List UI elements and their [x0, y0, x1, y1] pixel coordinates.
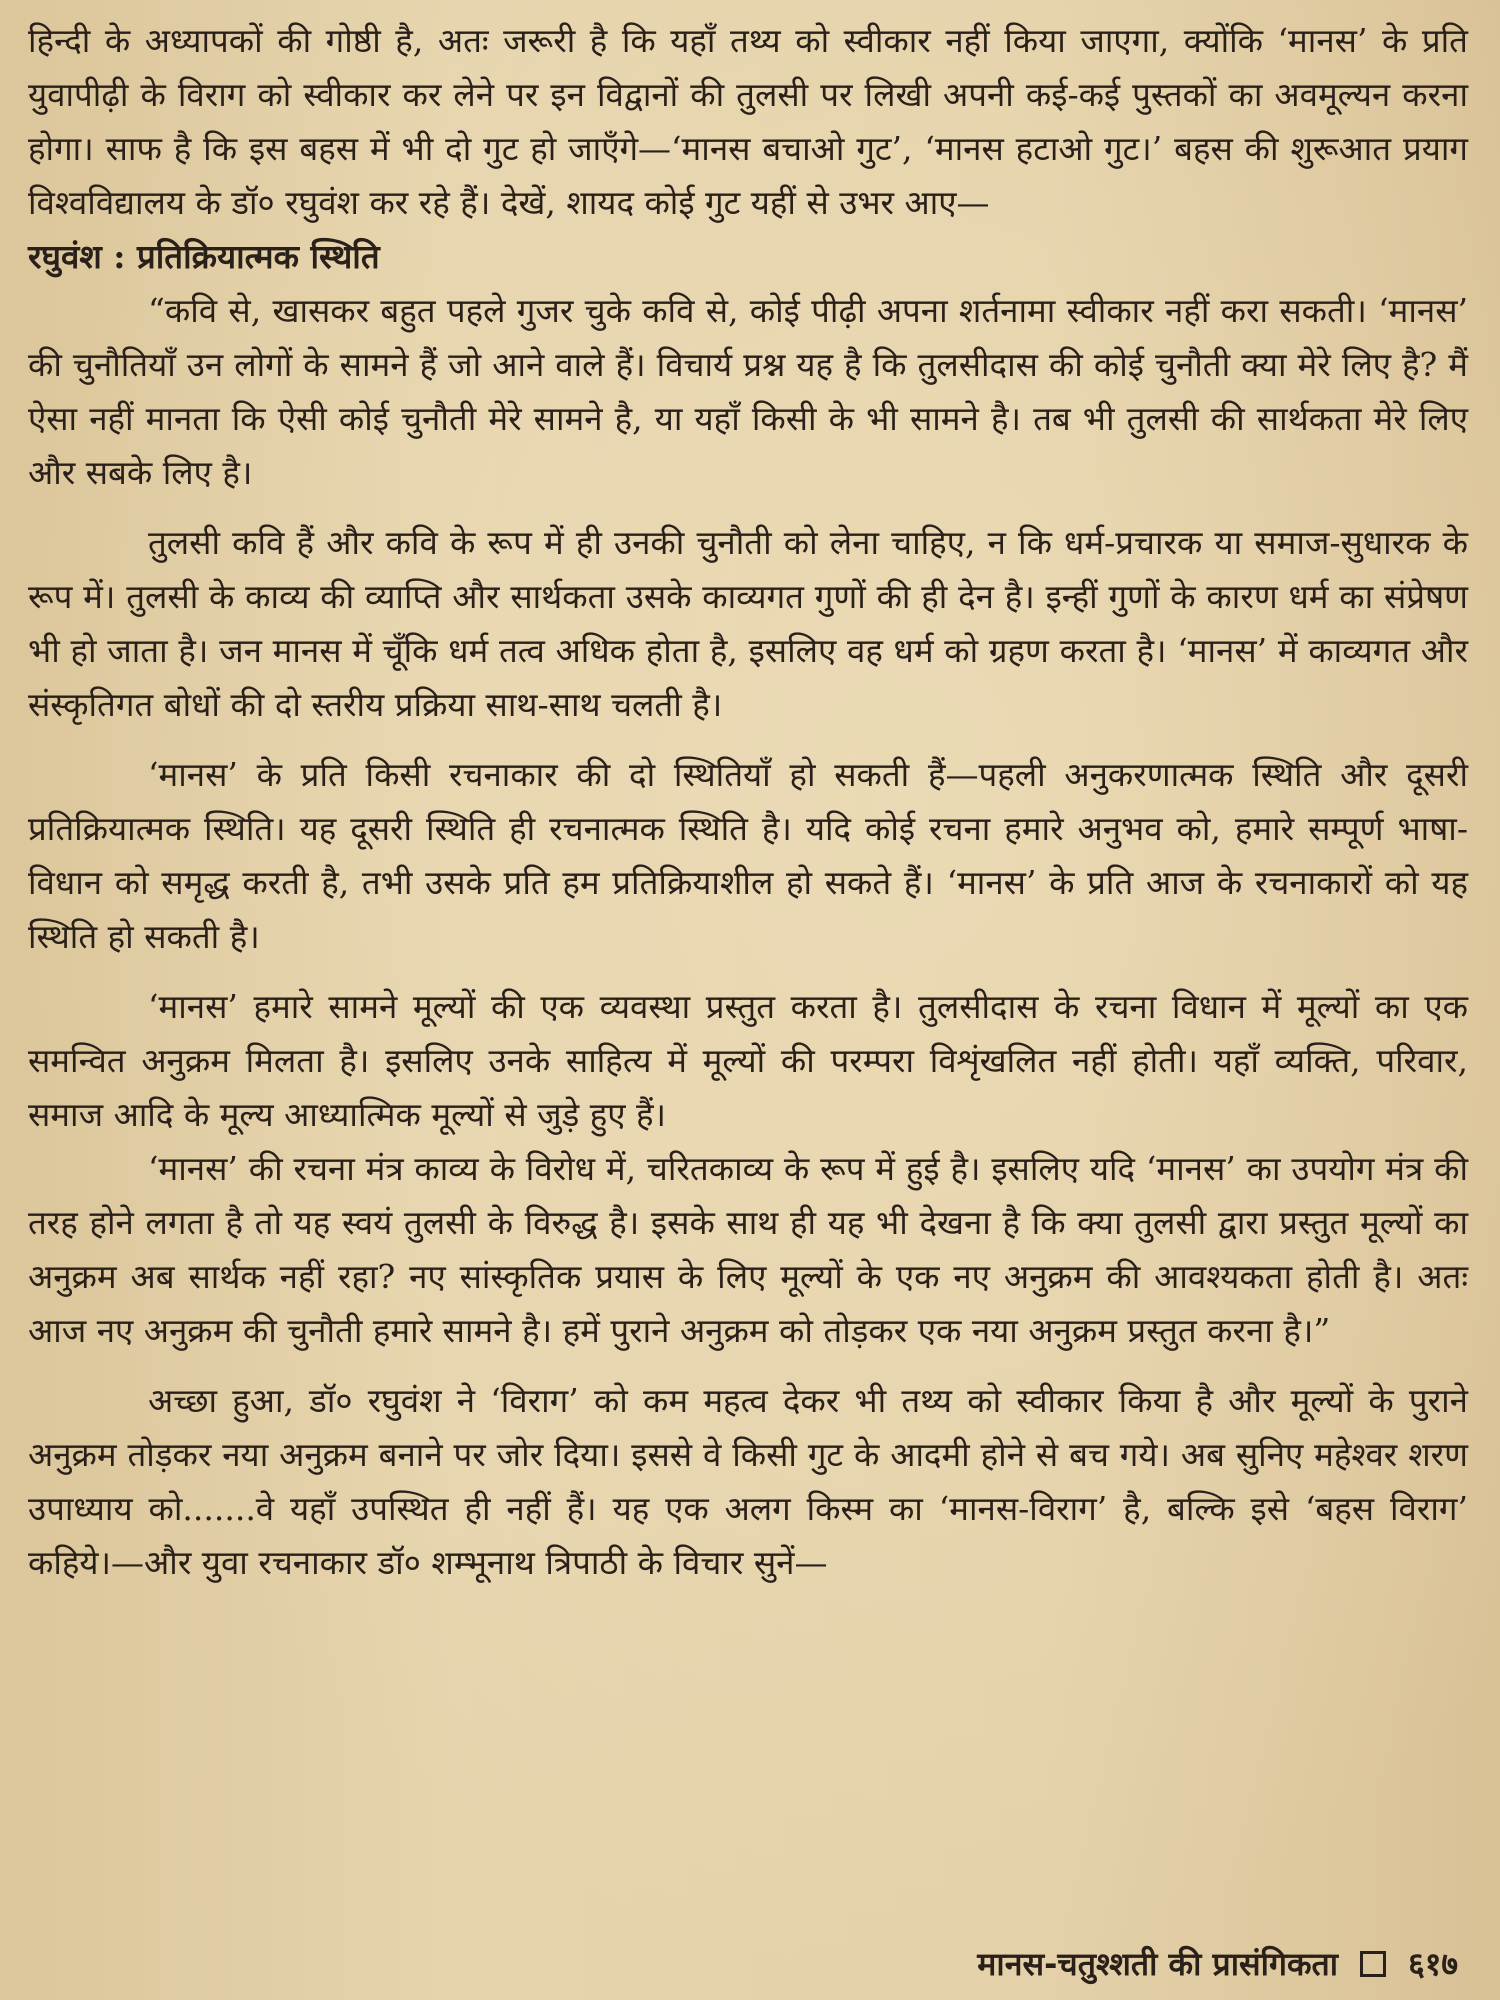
- square-box-icon: [1360, 1951, 1386, 1977]
- quote-paragraph-5: ‘मानस’ की रचना मंत्र काव्य के विरोध में, चरितकाव्य के रूप में हुई है। इसलिए यदि ‘मानस’ का उपयोग मंत्र की तरह होने लगता है तो यह स्वयं तुलसी के विरुद्ध है। इसके साथ ही यह भी देखना है कि क्या तुलसी द्वारा प्रस्तुत मूल्यों का अनुक्रम अब सार्थक नहीं रहा? नए सांस्कृतिक प्रयास के लिए मूल्यों के एक नए अनुक्रम की आवश्यकता होती है। अतः आज नए अनुक्रम की चुनौती हमारे सामने है। हमें पुराने अनुक्रम को तोड़कर एक नया अनुक्रम प्रस्तुत करना है।”: [28, 1149, 1468, 1350]
- running-title: मानस-चतुश्शती की प्रासंगिकता: [977, 1945, 1339, 1983]
- page-footer: [977, 1942, 1458, 1985]
- page-body: [28, 14, 1468, 1590]
- page-number: ६१७: [1408, 1945, 1458, 1983]
- section-heading: रघुवंश : प्रतिक्रियात्मक स्थिति: [28, 237, 380, 276]
- intro-paragraph: हिन्दी के अध्यापकों की गोष्ठी है, अतः जरूरी है कि यहाँ तथ्य को स्वीकार नहीं किया जाएगा, क्योंकि ‘मानस’ के प्रति युवापीढ़ी के विराग को स्वीकार कर लेने पर इन विद्वानों की तुलसी पर लिखी अपनी कई-कई पुस्तकों का अवमूल्यन करना होगा। साफ है कि इस बहस में भी दो गुट हो जाएँगे—‘मानस बचाओ गुट’, ‘मानस हटाओ गुट।’ बहस की शुरूआत प्रयाग विश्वविद्यालय के डॉ० रघुवंश कर रहे हैं। देखें, शायद कोई गुट यहीं से उभर आए—: [28, 21, 1468, 222]
- quote-paragraph-2: तुलसी कवि हैं और कवि के रूप में ही उनकी चुनौती को लेना चाहिए, न कि धर्म-प्रचारक या समाज-सुधारक के रूप में। तुलसी के काव्य की व्याप्ति और सार्थकता उसके काव्यगत गुणों की ही देन है। इन्हीं गुणों के कारण धर्म का संप्रेषण भी हो जाता है। जन मानस में चूँकि धर्म तत्व अधिक होता है, इसलिए वह धर्म को ग्रहण करता है। ‘मानस’ में काव्यगत और संस्कृतिगत बोधों की दो स्तरीय प्रक्रिया साथ-साथ चलती है।: [28, 523, 1468, 724]
- quote-paragraph-1: “कवि से, खासकर बहुत पहले गुजर चुके कवि से, कोई पीढ़ी अपना शर्तनामा स्वीकार नहीं करा सकती। ‘मानस’ की चुनौतियाँ उन लोगों के सामने हैं जो आने वाले हैं। विचार्य प्रश्न यह है कि तुलसीदास की कोई चुनौती क्या मेरे लिए है? मैं ऐसा नहीं मानता कि ऐसी कोई चुनौती मेरे सामने है, या यहाँ किसी के भी सामने है। तब भी तुलसी की सार्थकता मेरे लिए और सबके लिए है।: [28, 291, 1468, 492]
- closing-paragraph: अच्छा हुआ, डॉ० रघुवंश ने ‘विराग’ को कम महत्व देकर भी तथ्य को स्वीकार किया है और मूल्यों के पुराने अनुक्रम तोड़कर नया अनुक्रम बनाने पर जोर दिया। इससे वे किसी गुट के आदमी होने से बच गये। अब सुनिए महेश्वर शरण उपाध्याय को.......वे यहाँ उपस्थित ही नहीं हैं। यह एक अलग किस्म का ‘मानस-विराग’ है, बल्कि इसे ‘बहस विराग’ कहिये।—और युवा रचनाकार डॉ० शम्भूनाथ त्रिपाठी के विचार सुनें—: [28, 1381, 1468, 1582]
- quote-paragraph-4: ‘मानस’ हमारे सामने मूल्यों की एक व्यवस्था प्रस्तुत करता है। तुलसीदास के रचना विधान में मूल्यों का एक समन्वित अनुक्रम मिलता है। इसलिए उनके साहित्य में मूल्यों की परम्परा विशृंखलित नहीं होती। यहाँ व्यक्ति, परिवार, समाज आदि के मूल्य आध्यात्मिक मूल्यों से जुड़े हुए हैं।: [28, 987, 1468, 1134]
- quote-paragraph-3: ‘मानस’ के प्रति किसी रचनाकार की दो स्थितियाँ हो सकती हैं—पहली अनुकरणात्मक स्थिति और दूसरी प्रतिक्रियात्मक स्थिति। यह दूसरी स्थिति ही रचनात्मक स्थिति है। यदि कोई रचना हमारे अनुभव को, हमारे सम्पूर्ण भाषा-विधान को समृद्ध करती है, तभी उसके प्रति हम प्रतिक्रियाशील हो सकते हैं। ‘मानस’ के प्रति आज के रचनाकारों को यह स्थिति हो सकती है।: [28, 755, 1468, 956]
